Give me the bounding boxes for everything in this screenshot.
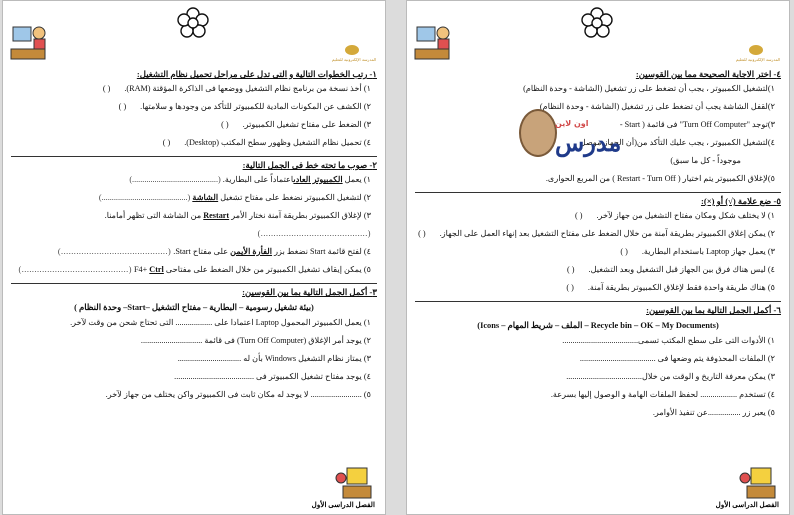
list-item: ٣) الضغط على مفتاح تشغيل الكمبيوتر.( ) [221, 120, 371, 129]
section-title: ٢- صوب ما تحته خط فى الجمل التالية: [242, 160, 377, 170]
school-logo: المدرسة الإلكترونية للتعليم [331, 45, 377, 71]
flower-icon [579, 7, 615, 39]
school-logo: المدرسة الإلكترونية للتعليم [735, 45, 781, 71]
watermark-subtext: اون لاين [555, 119, 589, 128]
divider [415, 301, 781, 302]
divider [11, 156, 377, 157]
footer-term: الفصل الدراسى الأول [311, 501, 375, 509]
word-bank: (بيئة تشغيل رسومية – البطارية – مفتاح التشغيل –Start– وحدة النظام ) [74, 303, 314, 312]
list-item: ٥)لإغلاق الكمبيوتر يتم اختيار ( Restart - Turn Off ) من المربع الحوارى. [545, 174, 775, 183]
worksheet-page-left [2, 0, 386, 515]
list-item: ٥) يعبر زر ................عن تنفيذ الأوامر. [652, 408, 775, 417]
list-item: ١)لتشغيل الكمبيوتر ، يجب أن تضغط على زر تشغيل (الشاشة - وحدة النظام) [523, 84, 775, 93]
list-item: ١) أخذ نسخة من برنامج نظام التشغيل ووضعها فى الذاكرة المؤقتة (RAM).( ) [102, 84, 371, 93]
word-bank: (Recycle bin – OK – My Documents – الملف – شريط المهام – Icons) [477, 321, 719, 330]
list-item: ١) يعمل الكمبيوتر العادىاعتماداً على البطارية. (..........................................) [129, 175, 371, 184]
list-item: ٢)لقفل الشاشة يجب أن تضغط على زر تشغيل (الشاشة - وحدة النظام) [539, 102, 775, 111]
list-item: ٣) يمكن معرفة التاريخ و الوقت من خلال..................................... [566, 372, 775, 381]
worksheet-page-right [406, 0, 790, 515]
list-item: موجوداً - كل ما سبق) [670, 156, 741, 165]
list-item: ٢) الكشف عن المكونات المادية للكمبيوتر للتأكد من وجودها و سلامتها.( ) [118, 102, 371, 111]
list-item: ٢) الملفات المحذوفة يتم وضعها فى ..................................... [579, 354, 775, 363]
left-content [11, 67, 377, 408]
list-item: ١) الأدوات التى على سطح المكتب تسمى..................................... [562, 336, 775, 345]
list-item: ٥) ......................... لا يوجد له مكان ثابت فى الكمبيوتر واكن يختلف من جهاز لآخر. [105, 390, 371, 399]
list-item: ٣) لإغلاق الكمبيوتر بطريقة آمنة نختار الأمر Restart من الشاشة التى تظهر أمامنا. [104, 211, 371, 220]
divider [415, 192, 781, 193]
list-item: ٢) لتشغيل الكمبيوتر نضغط على مفتاح تشغيل الشاشة (..........................................) [98, 193, 371, 202]
section-title: ٣- أكمل الجمل التالية بما بين القوسين: [242, 287, 377, 297]
teacher-watermark [519, 109, 639, 169]
list-item: (..........................................) [257, 229, 371, 238]
footer-term: الفصل الدراسى الأول [715, 501, 779, 509]
divider [11, 283, 377, 284]
list-item: ٢) يمكن إغلاق الكمبيوتر بطريقة آمنة من خلال الضغط على مفتاح التشغيل بعد إنهاء العمل على الجهاز.( ) [418, 229, 775, 238]
section-title: ١- رتب الخطوات التالية و التى تدل على مراحل تحميل نظام التشغيل: [136, 69, 377, 79]
computer-clipart [737, 464, 781, 504]
teacher-photo [519, 109, 557, 157]
list-item: ٤)لتشغيل الكمبيوتر ، يجب عليك التأكد من(أن الجهاز موصل [579, 138, 775, 147]
list-item: ٤) تستخدم .................. لحفظ الملفات الهامة و الوصول إليها بسرعة. [550, 390, 775, 399]
list-item: ٢) يوجد أمر الإغلاق (Turn Off Computer) فى قائمة .............................. [140, 336, 371, 345]
list-item: ١) يعمل الكمبيوتر المحمول Laptop اعتمادا على .................. التى تحتاج شحن من وقت لآخر. [70, 318, 371, 327]
list-item: ١) لا يختلف شكل ومكان مفتاح التشغيل من جهاز لآخر.( ) [574, 211, 775, 220]
list-item: ٤) ليس هناك فرق بين الجهاز قبل التشغيل وبعد التشغيل.( ) [567, 265, 775, 274]
computer-student-clipart [9, 23, 51, 63]
list-item: ٤) يوجد مفتاح تشغيل الكمبيوتر فى ....................................... [174, 372, 371, 381]
list-item: ٤) لفتح قائمة Start نضغط بزر الفأرة الأيمن على مفتاح Start. (..........................................) [57, 247, 371, 256]
section-title: ٥- ضع علامة (√) أو (×): [700, 196, 781, 206]
list-item: ٣) يمتاز نظام التشغيل Windows بأن له ............................... [177, 354, 371, 363]
list-item: ٥) يمكن إيقاف تشغيل الكمبيوتر من خلال الضغط على مفتاحى F4+ Ctrl (..........................................) [18, 265, 371, 274]
computer-clipart [333, 464, 377, 504]
flower-icon [175, 7, 211, 39]
list-item: ٤) تحميل نظام التشغيل وظهور سطح المكتب (Desktop).( ) [162, 138, 371, 147]
section-title: ٦- أكمل الجمل التالية بما بين القوسين: [646, 305, 781, 315]
list-item: ٣) يعمل جهاز Laptop باستخدام البطارية.( ) [620, 247, 775, 256]
list-item: ٣)توجد "Turn Off Computer" فى قائمة ( Start - [619, 120, 775, 129]
computer-student-clipart [413, 23, 455, 63]
list-item: ٥) هناك طريقة واحدة فقط لإغلاق الكمبيوتر بطريقة آمنة.( ) [566, 283, 775, 292]
watermark-text: مدرس [555, 131, 622, 157]
section-title: ٤- اختر الاجابة الصحيحة مما بين القوسين: [635, 69, 781, 79]
